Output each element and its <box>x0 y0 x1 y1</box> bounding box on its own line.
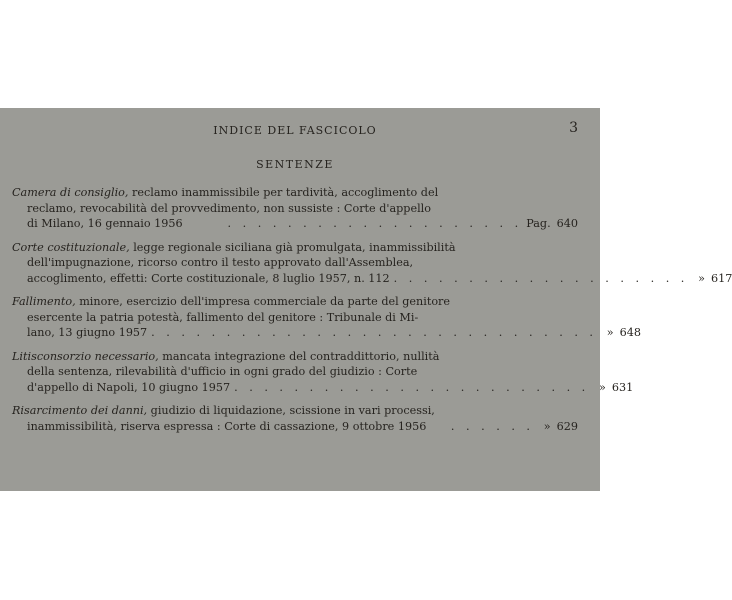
index-entry <box>12 294 641 341</box>
entry-text: d'appello di Napoli, 10 giugno 1957 <box>27 380 231 394</box>
entry-subject: Corte costituzionale, <box>12 240 130 254</box>
entry-text: dell'impugnazione, ricorso contro il testo approvato dall'Assemblea, <box>27 256 414 269</box>
section-heading: SENTENZE <box>256 158 334 171</box>
leader-dots: . . . . . . . . . . . . . . . . . . . . <box>227 217 523 230</box>
leader-dots: . . . . . . . . . . . . . . . . . . . . . . . . <box>234 380 590 394</box>
page-prefix: Pag. <box>526 217 551 230</box>
entry-subject: Camera di consiglio, <box>12 186 129 199</box>
leader-dots: . . . . . . <box>450 419 534 433</box>
entry-page: 631 <box>611 380 634 394</box>
entry-text: legge regionale siciliana già promulgata, inammissibilità <box>129 240 456 254</box>
entry-text: giudizio di liquidazione, scissione in vari processi, <box>147 404 435 417</box>
entry-text: reclamo inammissibile per tardività, accoglimento del <box>128 186 439 199</box>
entry-page: 648 <box>619 326 641 339</box>
index-entry <box>12 349 634 396</box>
entry-page: 640 <box>556 217 578 230</box>
entry-subject: Risarcimento dei danni, <box>12 404 148 417</box>
index-entry <box>12 185 578 232</box>
entry-text: della sentenza, rilevabilità d'ufficio in ogni grado del giudizio : Corte <box>27 365 418 378</box>
entry-subject: Fallimento, <box>12 295 76 308</box>
entry-text: accoglimento, effetti: Corte costituzionale, 8 luglio 1957, n. 112 <box>27 271 390 285</box>
entry-page: 617 <box>711 271 732 285</box>
index-entry <box>12 403 578 434</box>
page-prefix: » <box>606 326 614 339</box>
entry-page: 629 <box>556 419 578 433</box>
page-header <box>12 122 578 144</box>
index-entries <box>12 185 732 434</box>
page-number: 3 <box>569 120 578 136</box>
entry-text: minore, esercizio dell'impresa commerciale da parte del genitore <box>75 295 451 308</box>
page-prefix: » <box>543 419 551 433</box>
document-page <box>0 108 732 491</box>
entry-text: di Milano, 16 gennaio 1956 <box>27 217 183 230</box>
leader-dots: . . . . . . . . . . . . . . . . . . . . . . . . . . . . . . <box>151 326 597 339</box>
leader-dots: . . . . . . . . . . . . . . . . . . . . <box>393 271 689 285</box>
entry-text: inammissibilità, riserva espressa : Corte di cassazione, 9 ottobre 1956 <box>27 419 427 433</box>
entry-text: esercente la patria potestà, fallimento del genitore : Tribunale di Mi- <box>27 310 419 324</box>
entry-text: lano, 13 giugno 1957 <box>27 326 148 339</box>
page-prefix: » <box>599 380 606 394</box>
entry-text: reclamo, revocabilità del provvedimento, non sussiste : Corte d'appello <box>27 201 431 215</box>
page-prefix: » <box>698 271 706 285</box>
entry-text: mancata integrazione del contraddittorio, nullità <box>158 349 440 363</box>
entry-subject: Litisconsorzio necessario, <box>12 349 159 363</box>
index-entry <box>12 240 732 287</box>
running-title: INDICE DEL FASCICOLO <box>213 124 377 137</box>
